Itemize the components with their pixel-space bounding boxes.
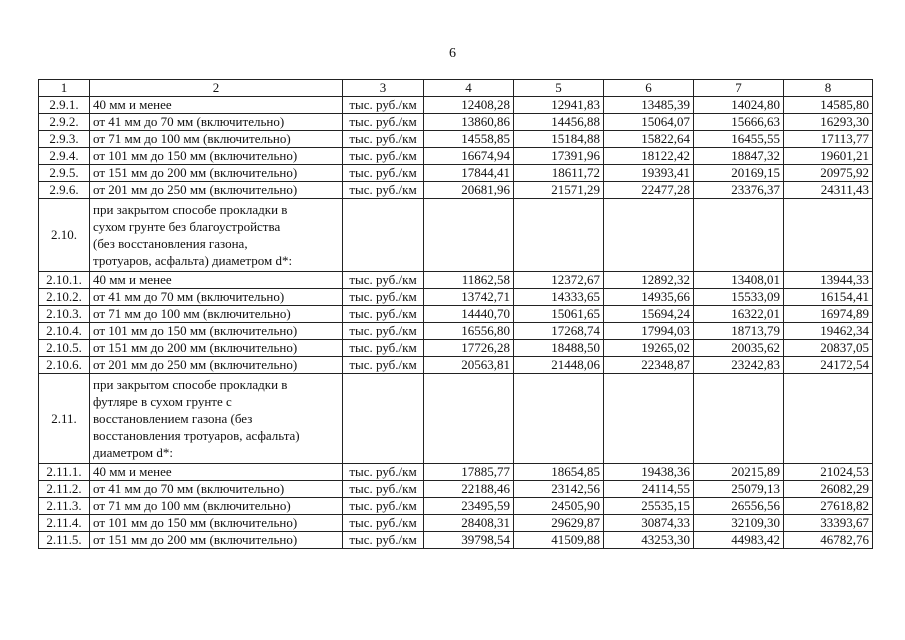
row-unit: тыс. руб./км <box>343 272 424 289</box>
row-name: от 41 мм до 70 мм (включительно) <box>90 481 343 498</box>
value-cell: 41509,88 <box>514 532 604 549</box>
section-title-line: при закрытом способе прокладки в <box>93 377 288 392</box>
row-code: 2.11.1. <box>39 464 90 481</box>
table-body <box>39 80 873 549</box>
row-name: от 41 мм до 70 мм (включительно) <box>90 114 343 131</box>
value-cell: 26556,56 <box>694 498 784 515</box>
value-cell: 18847,32 <box>694 148 784 165</box>
empty-cell <box>784 374 873 464</box>
value-cell: 28408,31 <box>424 515 514 532</box>
value-cell: 22348,87 <box>604 357 694 374</box>
table-header-row <box>39 80 873 97</box>
row-name: от 41 мм до 70 мм (включительно) <box>90 289 343 306</box>
row-name: от 151 мм до 200 мм (включительно) <box>90 340 343 357</box>
row-unit: тыс. руб./км <box>343 114 424 131</box>
value-cell: 39798,54 <box>424 532 514 549</box>
header-cell: 8 <box>784 80 873 97</box>
value-cell: 16322,01 <box>694 306 784 323</box>
value-cell: 20975,92 <box>784 165 873 182</box>
row-code: 2.11. <box>39 374 90 464</box>
value-cell: 17885,77 <box>424 464 514 481</box>
value-cell: 20563,81 <box>424 357 514 374</box>
row-name: от 201 мм до 250 мм (включительно) <box>90 357 343 374</box>
row-name: 40 мм и менее <box>90 464 343 481</box>
value-cell: 21448,06 <box>514 357 604 374</box>
value-cell: 19601,21 <box>784 148 873 165</box>
value-cell: 18611,72 <box>514 165 604 182</box>
value-cell: 24172,54 <box>784 357 873 374</box>
header-cell: 6 <box>604 80 694 97</box>
value-cell: 22477,28 <box>604 182 694 199</box>
empty-cell <box>514 374 604 464</box>
section-title-line: (без восстановления газона, <box>93 236 248 251</box>
header-cell: 1 <box>39 80 90 97</box>
empty-cell <box>604 374 694 464</box>
header-cell: 5 <box>514 80 604 97</box>
table-row <box>39 498 873 515</box>
value-cell: 33393,67 <box>784 515 873 532</box>
value-cell: 43253,30 <box>604 532 694 549</box>
value-cell: 22188,46 <box>424 481 514 498</box>
table-row <box>39 131 873 148</box>
value-cell: 14585,80 <box>784 97 873 114</box>
value-cell: 25535,15 <box>604 498 694 515</box>
row-unit: тыс. руб./км <box>343 357 424 374</box>
value-cell: 14440,70 <box>424 306 514 323</box>
value-cell: 19393,41 <box>604 165 694 182</box>
row-code: 2.10.1. <box>39 272 90 289</box>
value-cell: 15184,88 <box>514 131 604 148</box>
value-cell: 44983,42 <box>694 532 784 549</box>
empty-cell <box>694 199 784 272</box>
row-unit: тыс. руб./км <box>343 97 424 114</box>
value-cell: 17268,74 <box>514 323 604 340</box>
row-name: от 151 мм до 200 мм (включительно) <box>90 532 343 549</box>
value-cell: 15064,07 <box>604 114 694 131</box>
table-row <box>39 272 873 289</box>
section-title-line: восстановлением газона (без <box>93 411 253 426</box>
table-row <box>39 340 873 357</box>
row-code: 2.10.3. <box>39 306 90 323</box>
row-unit: тыс. руб./км <box>343 289 424 306</box>
header-cell: 7 <box>694 80 784 97</box>
section-title <box>90 199 343 272</box>
value-cell: 12408,28 <box>424 97 514 114</box>
value-cell: 23495,59 <box>424 498 514 515</box>
row-code: 2.9.5. <box>39 165 90 182</box>
row-unit: тыс. руб./км <box>343 323 424 340</box>
value-cell: 12941,83 <box>514 97 604 114</box>
empty-cell <box>343 374 424 464</box>
value-cell: 16293,30 <box>784 114 873 131</box>
value-cell: 16974,89 <box>784 306 873 323</box>
value-cell: 13485,39 <box>604 97 694 114</box>
value-cell: 23376,37 <box>694 182 784 199</box>
value-cell: 46782,76 <box>784 532 873 549</box>
value-cell: 17994,03 <box>604 323 694 340</box>
value-cell: 15666,63 <box>694 114 784 131</box>
value-cell: 18713,79 <box>694 323 784 340</box>
value-cell: 20169,15 <box>694 165 784 182</box>
row-name: от 201 мм до 250 мм (включительно) <box>90 182 343 199</box>
value-cell: 19265,02 <box>604 340 694 357</box>
page-number: 6 <box>449 46 456 61</box>
row-unit: тыс. руб./км <box>343 148 424 165</box>
value-cell: 30874,33 <box>604 515 694 532</box>
value-cell: 13408,01 <box>694 272 784 289</box>
value-cell: 21024,53 <box>784 464 873 481</box>
row-code: 2.11.3. <box>39 498 90 515</box>
tariff-table <box>38 79 873 549</box>
value-cell: 25079,13 <box>694 481 784 498</box>
value-cell: 16556,80 <box>424 323 514 340</box>
table-row <box>39 306 873 323</box>
section-title-line: при закрытом способе прокладки в <box>93 202 288 217</box>
row-code: 2.10. <box>39 199 90 272</box>
table-row <box>39 323 873 340</box>
header-cell: 4 <box>424 80 514 97</box>
row-code: 2.10.6. <box>39 357 90 374</box>
value-cell: 14333,65 <box>514 289 604 306</box>
value-cell: 14935,66 <box>604 289 694 306</box>
row-name: от 101 мм до 150 мм (включительно) <box>90 148 343 165</box>
value-cell: 20837,05 <box>784 340 873 357</box>
row-unit: тыс. руб./км <box>343 165 424 182</box>
row-name: от 101 мм до 150 мм (включительно) <box>90 323 343 340</box>
value-cell: 17726,28 <box>424 340 514 357</box>
table-row <box>39 515 873 532</box>
empty-cell <box>694 374 784 464</box>
table-row <box>39 182 873 199</box>
value-cell: 19438,36 <box>604 464 694 481</box>
section-title-line: восстановления тротуаров, асфальта) <box>93 428 300 443</box>
value-cell: 20681,96 <box>424 182 514 199</box>
value-cell: 21571,29 <box>514 182 604 199</box>
row-unit: тыс. руб./км <box>343 182 424 199</box>
value-cell: 15694,24 <box>604 306 694 323</box>
value-cell: 24505,90 <box>514 498 604 515</box>
value-cell: 23242,83 <box>694 357 784 374</box>
value-cell: 19462,34 <box>784 323 873 340</box>
value-cell: 15061,65 <box>514 306 604 323</box>
empty-cell <box>424 199 514 272</box>
value-cell: 16154,41 <box>784 289 873 306</box>
section-title <box>90 374 343 464</box>
section-title-line: сухом грунте без благоустройства <box>93 219 281 234</box>
section-row <box>39 199 873 272</box>
row-code: 2.10.4. <box>39 323 90 340</box>
value-cell: 13944,33 <box>784 272 873 289</box>
table-row <box>39 165 873 182</box>
row-name: 40 мм и менее <box>90 272 343 289</box>
value-cell: 14024,80 <box>694 97 784 114</box>
row-name: от 71 мм до 100 мм (включительно) <box>90 306 343 323</box>
header-cell: 2 <box>90 80 343 97</box>
table-row <box>39 148 873 165</box>
value-cell: 14456,88 <box>514 114 604 131</box>
empty-cell <box>514 199 604 272</box>
row-unit: тыс. руб./км <box>343 481 424 498</box>
empty-cell <box>424 374 514 464</box>
row-code: 2.10.2. <box>39 289 90 306</box>
section-title-line: тротуаров, асфальта) диаметром d*: <box>93 253 293 268</box>
value-cell: 17113,77 <box>784 131 873 148</box>
value-cell: 32109,30 <box>694 515 784 532</box>
section-title-line: футляре в сухом грунте с <box>93 394 232 409</box>
value-cell: 20035,62 <box>694 340 784 357</box>
value-cell: 20215,89 <box>694 464 784 481</box>
row-code: 2.11.2. <box>39 481 90 498</box>
value-cell: 16674,94 <box>424 148 514 165</box>
value-cell: 15822,64 <box>604 131 694 148</box>
value-cell: 17391,96 <box>514 148 604 165</box>
table-row <box>39 464 873 481</box>
row-unit: тыс. руб./км <box>343 532 424 549</box>
row-unit: тыс. руб./км <box>343 464 424 481</box>
table-row <box>39 481 873 498</box>
table-row <box>39 97 873 114</box>
row-code: 2.9.1. <box>39 97 90 114</box>
section-title-line: диаметром d*: <box>93 445 174 460</box>
row-unit: тыс. руб./км <box>343 306 424 323</box>
row-name: от 71 мм до 100 мм (включительно) <box>90 131 343 148</box>
row-unit: тыс. руб./км <box>343 340 424 357</box>
table-row <box>39 289 873 306</box>
section-row <box>39 374 873 464</box>
value-cell: 13742,71 <box>424 289 514 306</box>
empty-cell <box>784 199 873 272</box>
header-cell: 3 <box>343 80 424 97</box>
value-cell: 18488,50 <box>514 340 604 357</box>
row-code: 2.9.4. <box>39 148 90 165</box>
value-cell: 12892,32 <box>604 272 694 289</box>
value-cell: 29629,87 <box>514 515 604 532</box>
value-cell: 18654,85 <box>514 464 604 481</box>
value-cell: 11862,58 <box>424 272 514 289</box>
row-code: 2.9.3. <box>39 131 90 148</box>
value-cell: 24114,55 <box>604 481 694 498</box>
value-cell: 18122,42 <box>604 148 694 165</box>
row-code: 2.9.6. <box>39 182 90 199</box>
row-code: 2.11.4. <box>39 515 90 532</box>
table-row <box>39 114 873 131</box>
empty-cell <box>604 199 694 272</box>
value-cell: 16455,55 <box>694 131 784 148</box>
empty-cell <box>343 199 424 272</box>
row-code: 2.10.5. <box>39 340 90 357</box>
row-unit: тыс. руб./км <box>343 498 424 515</box>
value-cell: 14558,85 <box>424 131 514 148</box>
row-unit: тыс. руб./км <box>343 131 424 148</box>
value-cell: 13860,86 <box>424 114 514 131</box>
row-name: от 151 мм до 200 мм (включительно) <box>90 165 343 182</box>
value-cell: 12372,67 <box>514 272 604 289</box>
row-name: от 71 мм до 100 мм (включительно) <box>90 498 343 515</box>
value-cell: 23142,56 <box>514 481 604 498</box>
value-cell: 26082,29 <box>784 481 873 498</box>
row-name: 40 мм и менее <box>90 97 343 114</box>
row-code: 2.11.5. <box>39 532 90 549</box>
value-cell: 15533,09 <box>694 289 784 306</box>
table-row <box>39 532 873 549</box>
table-row <box>39 357 873 374</box>
value-cell: 24311,43 <box>784 182 873 199</box>
value-cell: 27618,82 <box>784 498 873 515</box>
value-cell: 17844,41 <box>424 165 514 182</box>
row-name: от 101 мм до 150 мм (включительно) <box>90 515 343 532</box>
row-code: 2.9.2. <box>39 114 90 131</box>
row-unit: тыс. руб./км <box>343 515 424 532</box>
